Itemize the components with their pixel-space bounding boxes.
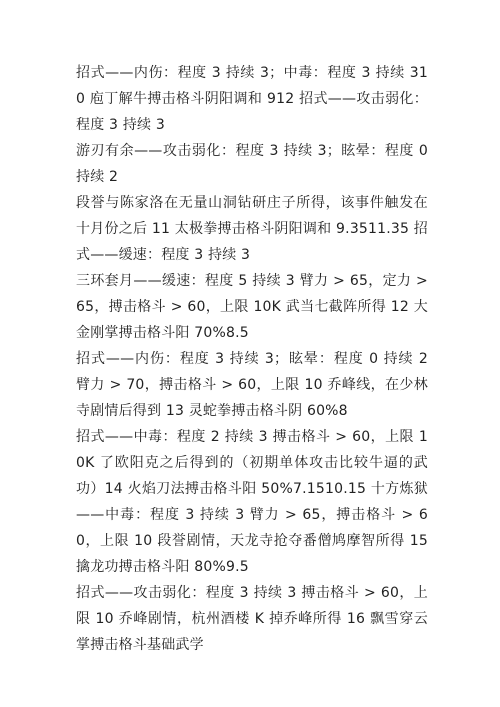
paragraph-7: 招式——攻击弱化：程度 3 持续 3 搏击格斗 > 60，上限 10 乔峰剧情，杭州酒楼 K 掉乔峰所得 16 飘雪穿云掌搏击格斗基础武学 — [76, 585, 428, 653]
paragraph-1: 招式——内伤：程度 3 持续 3；中毒：程度 3 持续 310 庖丁解牛搏击格斗阴阳调和 912 招式——攻击弱化：程度 3 持续 3 — [76, 65, 428, 133]
paragraph-3: 段誉与陈家洛在无量山洞钻研庄子所得，该事件触发在十月份之后 11 太极拳搏击格斗阴阳调和 9.3511.35 招式——缓速：程度 3 持续 3 — [76, 195, 428, 263]
paragraph-2: 游刃有余——攻击弱化：程度 3 持续 3；眩晕：程度 0 持续 2 — [76, 143, 428, 185]
paragraph-4: 三环套月——缓速：程度 5 持续 3 臂力 > 65，定力 > 65，搏击格斗 > 60，上限 10K 武当七截阵所得 12 大金刚掌搏击格斗阳 70%8.5 — [76, 273, 428, 341]
document-body — [76, 60, 428, 658]
paragraph-6: 招式——中毒：程度 2 持续 3 搏击格斗 > 60，上限 10K 了欧阳克之后得到的（初期单体攻击比较牛逼的武功）14 火焰刀法搏击格斗阳 50%7.1510.15 十方炼狱——中毒：程度 3 持续 3 臂力 > 65，搏击格斗 > 60，上限 10 段誉剧情，天龙寺抢夺番僧鸠摩智所得 15 擒龙功搏击格斗阳 80%9.5 — [76, 429, 428, 575]
paragraph-5: 招式——内伤：程度 3 持续 3；眩晕：程度 0 持续 2 臂力 > 70，搏击格斗 > 60，上限 10 乔峰线，在少林寺剧情后得到 13 灵蛇拳搏击格斗阴 60%8 — [76, 351, 428, 419]
